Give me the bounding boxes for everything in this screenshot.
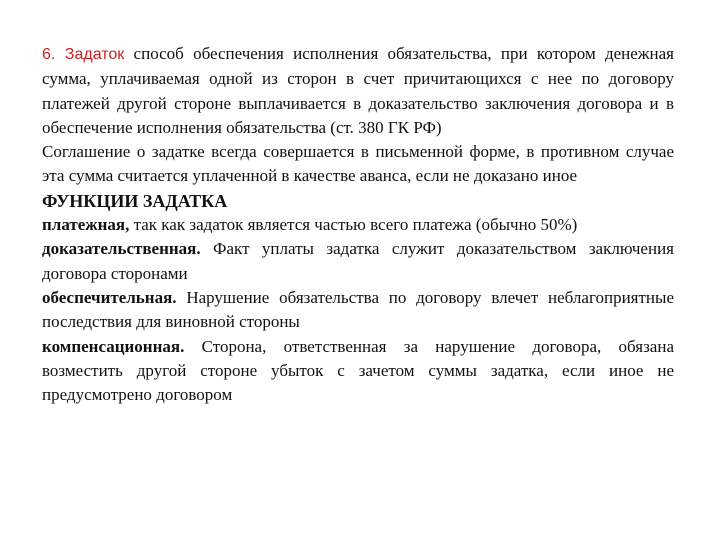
- definition-paragraph: [42, 42, 674, 140]
- function-item-payment: [42, 213, 674, 237]
- function-item-evidence: [42, 237, 674, 286]
- function-item-security: [42, 286, 674, 335]
- functions-heading: ФУНКЦИИ ЗАДАТКА: [42, 190, 228, 211]
- function-item-compensation: [42, 335, 674, 408]
- function-term: обеспечительная.: [42, 287, 177, 307]
- definition-text: способ обеспечения исполнения обязательства, при котором денежная сумма, уплачиваемая одной из сторон в счет причитающихся с нее по договору платежей другой стороне выплачивается в доказательство заключения договора и в обеспечение исполнения обязательства (ст. 380 ГК РФ): [42, 44, 675, 137]
- function-text: Факт уплаты задатка служит доказательством заключения договора сторонами: [42, 239, 674, 283]
- function-term: платежная,: [42, 215, 130, 235]
- function-term: доказательственная.: [42, 239, 201, 259]
- definition-lead: 6. Задаток: [42, 46, 125, 63]
- function-text: Сторона, ответственная за нарушение договора, обязана возместить другой стороне убыток с зачетом суммы задатка, если иное не предусмотрено договором: [42, 336, 674, 405]
- function-text: Нарушение обязательства по договору влечет неблагоприятные последствия для виновной стороны: [42, 287, 674, 332]
- function-term: компенсационная.: [42, 336, 185, 356]
- function-text: так как задаток является частью всего платежа (обычно 50%): [129, 215, 578, 235]
- agreement-paragraph: Соглашение о задатке всегда совершается в письменной форме, в противном случае эта сумма считается уплаченной в качестве аванса, если не доказано иное: [42, 142, 674, 186]
